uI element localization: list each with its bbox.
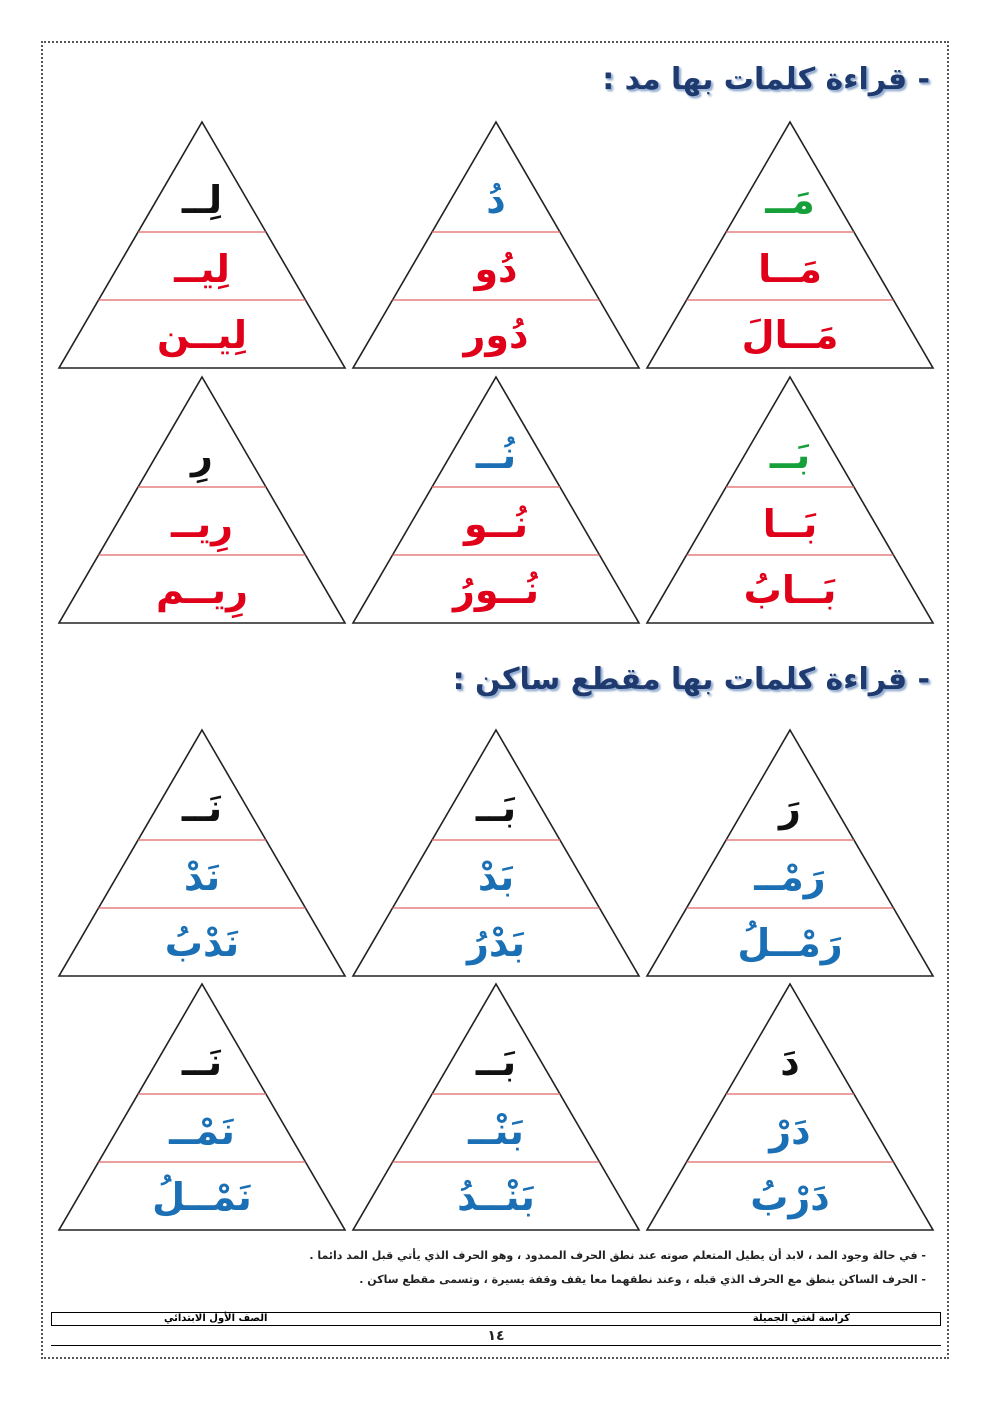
pyramid-card	[57, 728, 347, 978]
pyramid-word-row-1: لِــ	[181, 178, 223, 222]
pyramid-card	[645, 728, 935, 978]
pyramid-word-row-2: بَــا	[762, 502, 818, 546]
section-heading-sakin: - قراءة كلمات بها مقطع ساكن :	[452, 662, 930, 697]
pyramid-word-row-3: نَمْــلُ	[152, 1175, 252, 1219]
pyramid-card	[645, 375, 935, 625]
pyramid-card	[351, 375, 641, 625]
footer-bar	[51, 1312, 941, 1326]
pyramid-card	[57, 375, 347, 625]
pyramid-word-row-1: رَ	[779, 786, 801, 830]
pyramid-word-row-3: نَدْبُ	[164, 921, 240, 965]
footer-book-title: كراسة لغتي الجميلة	[752, 1313, 850, 1324]
pyramid-word-row-1: نُــ	[475, 433, 517, 477]
pyramid-word-row-1: نَــ	[181, 786, 223, 830]
pyramid-card	[645, 120, 935, 370]
pyramid-word-row-3: بَــابُ	[743, 568, 837, 612]
pyramid-word-row-1: دُ	[486, 178, 506, 222]
pyramid-card	[57, 120, 347, 370]
pyramid-word-row-3: بَدْرُ	[466, 921, 526, 965]
note-sakin: - الحرف الساكن ينطق مع الحرف الذي قبله ، وعند نطقهما معا يقف وقفة يسيرة ، وتسمى مقطع ساكن .	[359, 1273, 926, 1286]
section-heading-madd: - قراءة كلمات بها مد :	[602, 62, 930, 97]
pyramid-word-row-3: مَــالَ	[741, 313, 839, 357]
pyramid-word-row-2: نُــو	[463, 502, 529, 546]
pyramid-word-row-3: دَرْبُ	[750, 1175, 830, 1219]
pyramid-word-row-1: بَــ	[769, 433, 811, 477]
footer-divider	[51, 1345, 941, 1346]
pyramid-word-row-2: نَمْــ	[169, 1109, 235, 1153]
pyramid-word-row-1: مَــ	[765, 178, 815, 222]
pyramid-word-row-2: بَدْ	[477, 855, 515, 899]
pyramid-word-row-2: دَرْ	[769, 1109, 811, 1153]
pyramid-word-row-1: نَــ	[181, 1040, 223, 1084]
pyramid-word-row-2: رَمْــ	[754, 855, 826, 899]
pyramid-card	[351, 120, 641, 370]
pyramid-word-row-2: بَنْــ	[468, 1109, 524, 1153]
note-madd: - في حالة وجود المد ، لابد أن يطيل المتعلم صوته عند نطق الحرف الممدود ، وهو الحرف الذي يأتي قبل المد دائما .	[309, 1249, 926, 1262]
pyramid-word-row-2: مَــا	[758, 247, 822, 291]
pyramid-word-row-3: لِيــن	[157, 313, 247, 357]
pyramid-word-row-3: نُــورُ	[453, 568, 539, 612]
pyramid-word-row-3: دُور	[463, 313, 529, 357]
pyramid-word-row-3: رَمْــلُ	[737, 921, 843, 965]
pyramid-word-row-3: بَنْــدُ	[457, 1175, 535, 1219]
pyramid-word-row-3: رِيــم	[156, 568, 248, 612]
pyramid-card	[57, 982, 347, 1232]
pyramid-word-row-1: بَــ	[475, 786, 517, 830]
pyramid-card	[351, 728, 641, 978]
pyramid-card	[351, 982, 641, 1232]
pyramid-card	[645, 982, 935, 1232]
pyramid-word-row-2: دُو	[474, 247, 518, 291]
pyramid-word-row-1: بَــ	[475, 1040, 517, 1084]
page-number: ١٤	[487, 1328, 505, 1344]
notes	[66, 1244, 926, 1292]
pyramid-word-row-2: لِيــ	[174, 247, 230, 291]
pyramid-word-row-2: رِيــ	[170, 502, 234, 546]
pyramid-word-row-1: رِ	[191, 433, 213, 477]
pyramid-word-row-1: دَ	[780, 1040, 800, 1084]
footer-grade: الصف الأول الابتدائي	[164, 1313, 268, 1324]
pyramid-word-row-2: نَدْ	[183, 855, 221, 899]
